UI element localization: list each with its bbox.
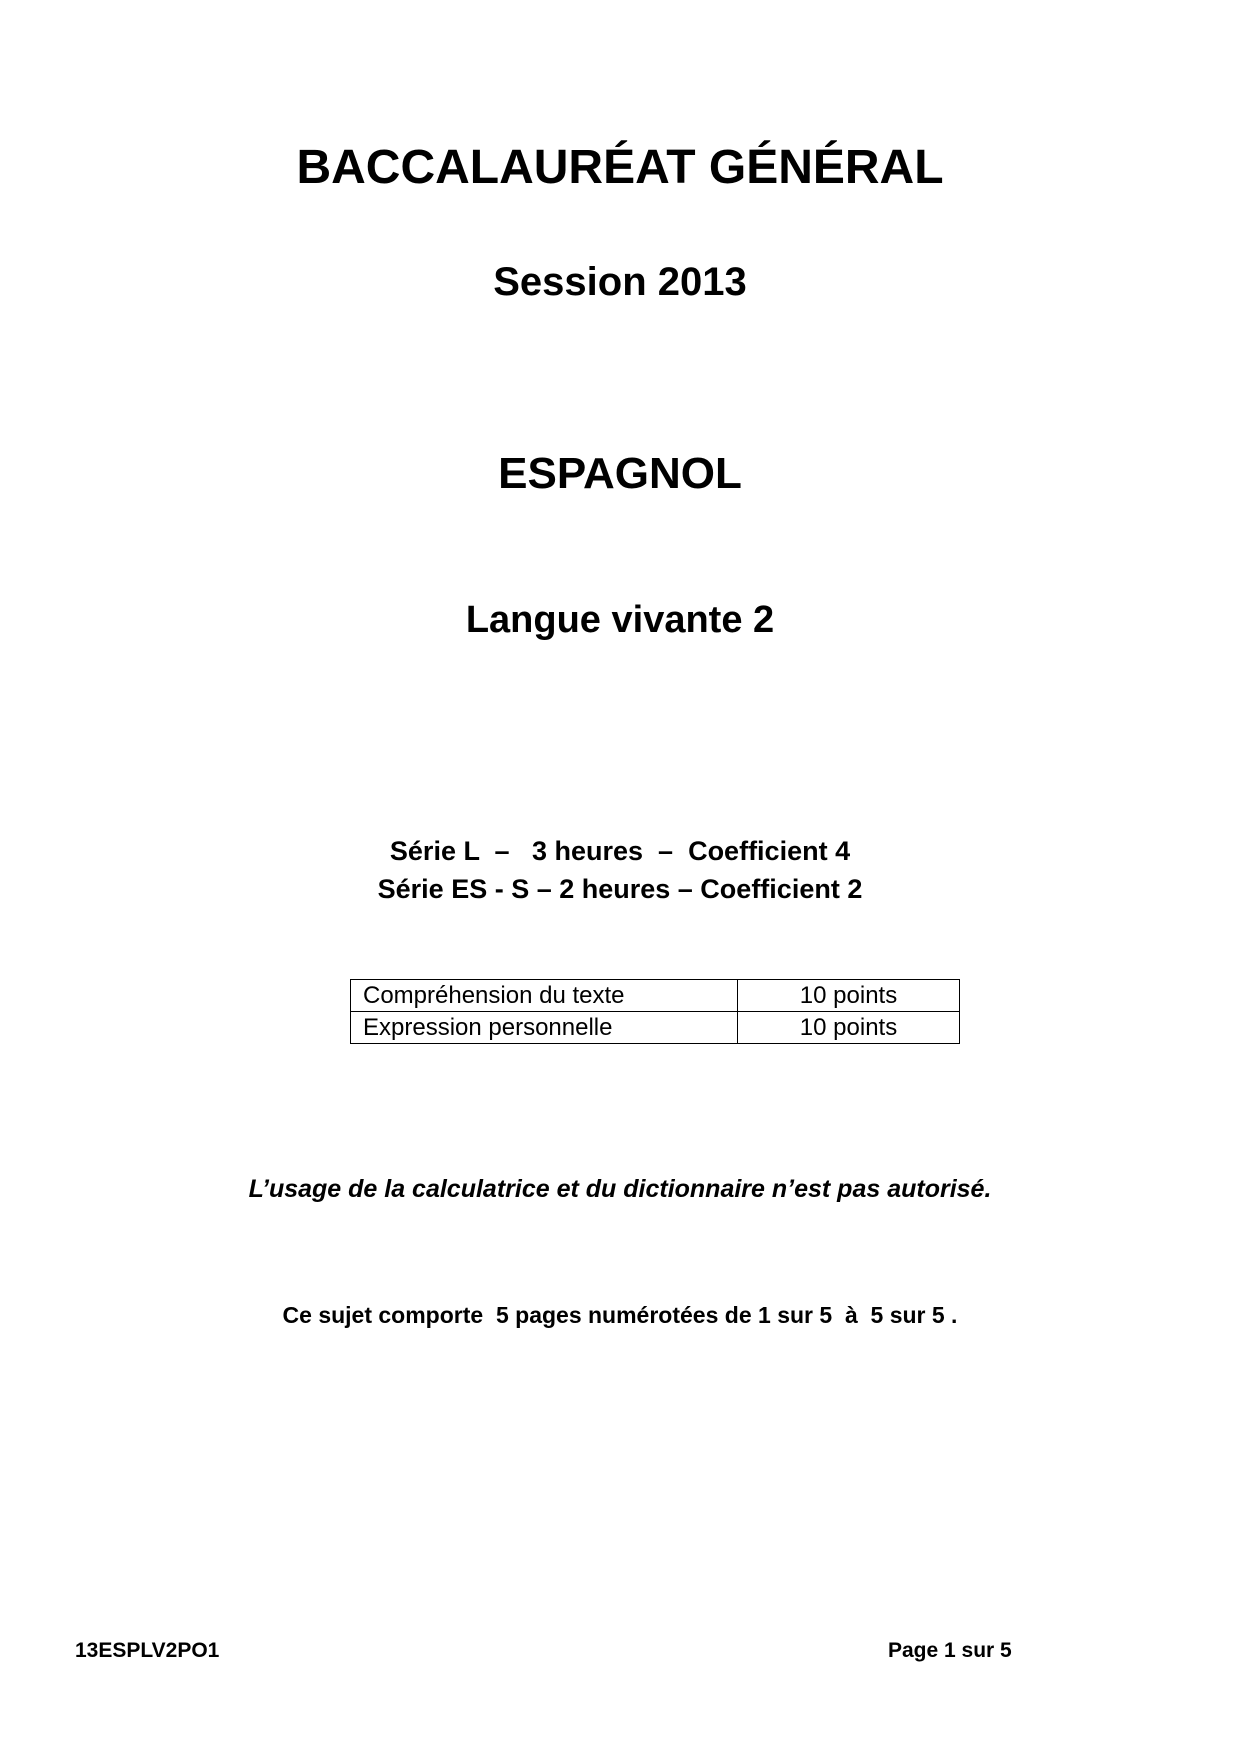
calculator-notice: L’usage de la calculatrice et du dictionnaire n’est pas autorisé.: [248, 1175, 992, 1203]
subject-code: 13ESPLV2PO1: [75, 1639, 220, 1662]
scoring-table: [350, 979, 960, 1044]
page-number: Page 1 sur 5: [888, 1639, 1012, 1662]
table-row: [351, 980, 960, 1012]
subject-name: ESPAGNOL: [498, 449, 742, 498]
exam-title: BACCALAURÉAT GÉNÉRAL: [296, 141, 944, 194]
scoring-points: 10 points: [738, 980, 960, 1012]
scoring-label: Compréhension du texte: [351, 980, 738, 1012]
page-count-note: Ce sujet comporte 5 pages numérotées de 1 sur 5 à 5 sur 5 .: [282, 1302, 958, 1328]
series-l-info: Série L – 3 heures – Coefficient 4: [389, 836, 851, 866]
session-year: Session 2013: [493, 260, 747, 304]
series-es-s-info: Série ES - S – 2 heures – Coefficient 2: [377, 874, 863, 904]
scoring-points: 10 points: [738, 1012, 960, 1044]
scoring-label: Expression personnelle: [351, 1012, 738, 1044]
table-row: [351, 1012, 960, 1044]
language-level: Langue vivante 2: [465, 599, 775, 641]
